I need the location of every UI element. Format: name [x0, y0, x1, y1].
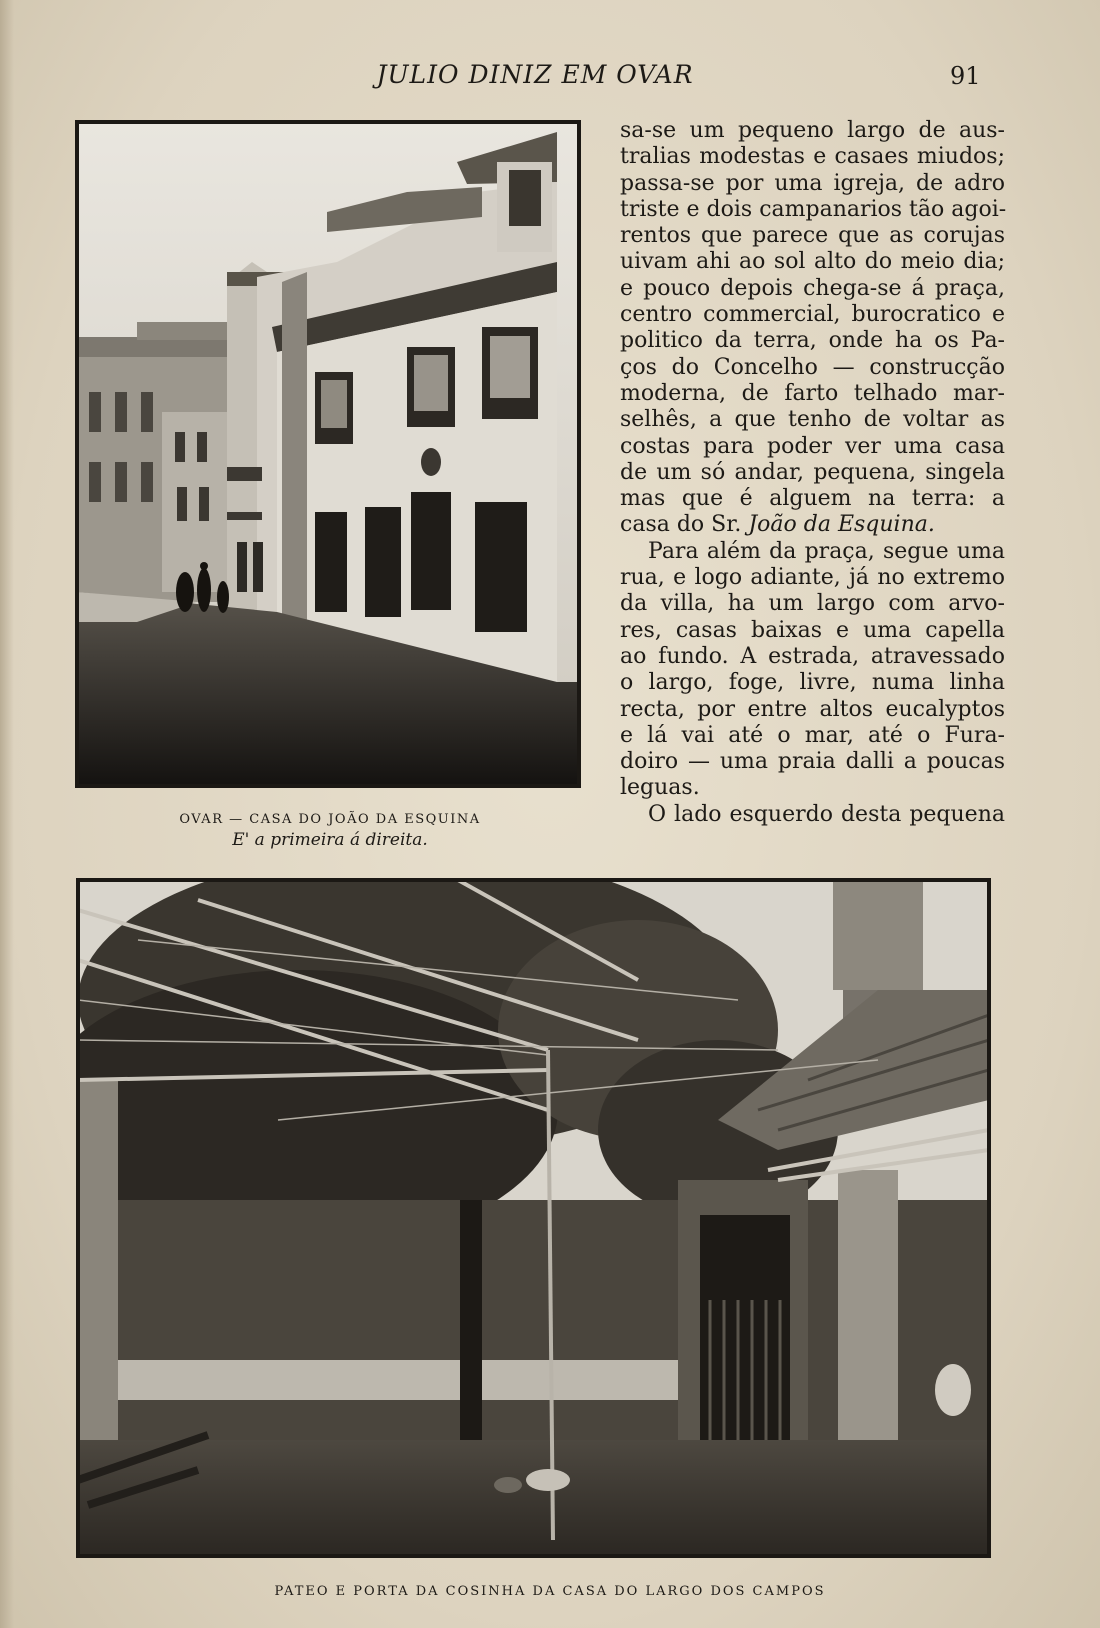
figure-top-caption: OVAR — CASA DO JOÃO DA ESQUINA: [179, 812, 481, 827]
photo-pateo-casa-largo-dos-campos: [76, 878, 991, 1558]
text-line: leguas.: [620, 775, 700, 801]
text-line: uivam ahi ao sol alto do meio dia;: [620, 249, 1005, 275]
text-line: triste e dois campanarios tão agoi-: [620, 196, 1007, 222]
page-edge-shadow: [0, 0, 14, 1628]
text-line: centro commercial, burocratico e: [620, 302, 1005, 328]
text-line: selhês, a que tenho de voltar as: [620, 407, 1005, 433]
text-line: doiro — uma praia dalli a poucas: [620, 749, 1005, 775]
text-line: passa-se por uma igreja, de adro: [620, 170, 1005, 196]
text-line: e lá vai até o mar, até o Fura-: [620, 722, 1005, 748]
text-line: sa-se um pequeno largo de aus-: [620, 118, 1005, 143]
body-text-column: [620, 118, 1005, 828]
text-line: tralias modestas e casaes miudos;: [620, 144, 1005, 170]
text-line: res, casas baixas e uma capella: [620, 617, 1005, 643]
text-line: de um só andar, pequena, singela: [620, 459, 1005, 485]
text-line-paragraph-start: Para além da praça, segue uma: [648, 538, 1005, 564]
text-line: moderna, de farto telhado mar-: [620, 380, 1005, 406]
text-line: mas que é alguem na terra: a: [620, 486, 1005, 512]
text-line: ços do Concelho — construcção: [620, 354, 1005, 380]
courtyard-photo-illustration: [78, 880, 989, 1556]
italic-name: João da Esquina.: [748, 512, 935, 538]
figure-top-subcaption: E' a primeira á direita.: [232, 830, 428, 850]
street-photo-illustration: [77, 122, 579, 786]
text-line-with-italic-name: [620, 512, 1005, 538]
text-line: politico da terra, onde ha os Pa-: [620, 328, 1005, 354]
text-line: ao fundo. A estrada, atravessado: [620, 643, 1005, 669]
running-header-title: JULIO DINIZ EM OVAR: [376, 60, 694, 89]
text-line: rentos que parece que as corujas: [620, 223, 1005, 249]
text-line-paragraph-start: O lado esquerdo desta pequena: [648, 801, 1005, 827]
text-line: recta, por entre altos eucalyptos: [620, 696, 1005, 722]
text-line: casa do Sr.: [620, 512, 742, 538]
figure-bottom-caption: PATEO E PORTA DA COSINHA DA CASA DO LARGO DOS CAMPOS: [274, 1584, 826, 1599]
text-line: o largo, foge, livre, numa linha: [620, 670, 1005, 696]
text-line: costas para poder ver uma casa: [620, 433, 1005, 459]
text-line: rua, e logo adiante, já no extremo: [620, 565, 1005, 591]
text-line: e pouco depois chega-se á praça,: [620, 275, 1005, 301]
page-number: 91: [950, 62, 981, 90]
text-line: da villa, ha um largo com arvo-: [620, 591, 1005, 617]
photo-street-casa-joao-da-esquina: [75, 120, 581, 788]
